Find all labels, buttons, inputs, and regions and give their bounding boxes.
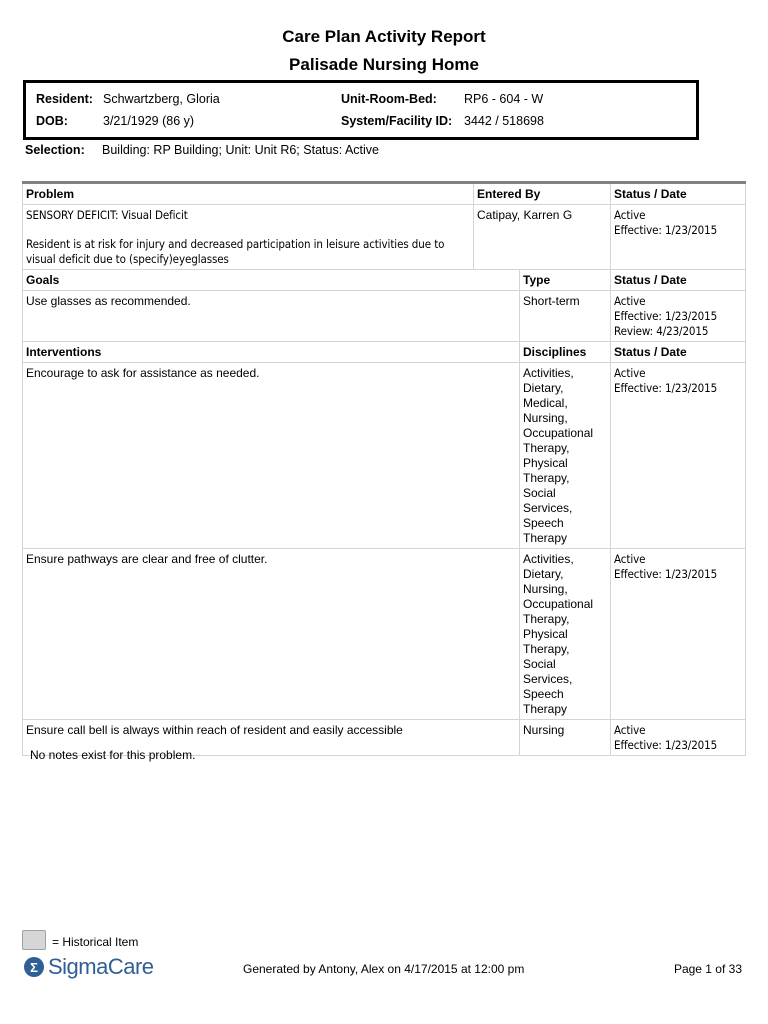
discipline-item: Occupational (523, 426, 594, 440)
disciplines-header: Disciplines (520, 342, 611, 363)
discipline-item: Occupational (523, 597, 594, 611)
discipline-item: Therapy (523, 531, 568, 545)
problem-header-row (23, 183, 746, 205)
intervention-effective: Effective: 1/23/2015 (614, 567, 718, 581)
goal-row (23, 291, 746, 342)
discipline-item: Activities, (523, 552, 574, 566)
goal-type-header: Type (520, 270, 611, 291)
unit-room-bed-value: RP6 - 604 - W (464, 92, 544, 106)
system-facility-value: 3442 / 518698 (464, 114, 544, 128)
selection-label: Selection: (25, 143, 85, 157)
goal-status: Active (614, 294, 646, 308)
resident-info-box (23, 80, 699, 140)
discipline-item: Activities, (523, 366, 574, 380)
intervention-status-header: Status / Date (611, 342, 746, 363)
goal-status-header: Status / Date (611, 270, 746, 291)
problem-header: Problem (23, 183, 474, 205)
dob-value: 3/21/1929 (86 y) (103, 114, 195, 128)
goal-type: Short-term (520, 291, 611, 342)
interventions-header: Interventions (23, 342, 520, 363)
problem-status-header: Status / Date (611, 183, 746, 205)
care-plan-table (22, 181, 746, 756)
historical-item-swatch (22, 930, 46, 950)
page-number: Page 1 of 33 (673, 962, 742, 976)
logo-text: SigmaCare (48, 954, 154, 979)
resident-name: Schwartzberg, Gloria (103, 92, 220, 106)
discipline-item: Nursing, (523, 411, 568, 425)
problem-cell (23, 205, 474, 270)
interventions-header-row (23, 342, 746, 363)
goals-header: Goals (23, 270, 520, 291)
discipline-item: Medical, (523, 396, 568, 410)
goal-status-cell (611, 291, 746, 342)
discipline-item: Physical (523, 456, 568, 470)
sigmacare-logo (24, 953, 154, 981)
dob-label: DOB: (36, 114, 68, 128)
intervention-status-cell (611, 549, 746, 720)
discipline-item: Nursing, (523, 582, 568, 596)
resident-label: Resident: (36, 92, 93, 106)
generated-by-text: Generated by Antony, Alex on 4/17/2015 at 12:00 pm (243, 962, 525, 976)
discipline-item: Therapy, (523, 642, 570, 656)
intervention-row (23, 363, 746, 549)
intervention-disciplines (520, 720, 611, 756)
intervention-disciplines (520, 549, 611, 720)
intervention-effective: Effective: 1/23/2015 (614, 381, 718, 395)
notes-text: No notes exist for this problem. (30, 748, 196, 762)
intervention-status: Active (614, 552, 646, 566)
discipline-item: Therapy, (523, 441, 570, 455)
problem-text: Resident is at risk for injury and decreased participation in leisure activities due to visual deficit due to (specify)eyeglasses (26, 237, 445, 266)
goal-text: Use glasses as recommended. (23, 291, 520, 342)
discipline-item: Dietary, (523, 381, 564, 395)
intervention-disciplines (520, 363, 611, 549)
intervention-row (23, 549, 746, 720)
discipline-item: Nursing (523, 723, 565, 737)
problem-row (23, 205, 746, 270)
intervention-text: Encourage to ask for assistance as needed. (23, 363, 520, 549)
report-title: Care Plan Activity Report (282, 27, 486, 46)
discipline-item: Speech (523, 687, 564, 701)
system-facility-label: System/Facility ID: (341, 114, 453, 128)
problem-status: Active (614, 208, 646, 222)
discipline-item: Therapy (523, 702, 568, 716)
discipline-item: Physical (523, 627, 568, 641)
discipline-item: Social (523, 657, 556, 671)
goals-header-row (23, 270, 746, 291)
intervention-effective: Effective: 1/23/2015 (614, 738, 718, 752)
unit-room-bed-label: Unit-Room-Bed: (341, 92, 437, 106)
facility-name: Palisade Nursing Home (289, 55, 479, 74)
discipline-item: Services, (523, 672, 573, 686)
intervention-status-cell (611, 363, 746, 549)
intervention-status: Active (614, 723, 646, 737)
goal-review: Review: 4/23/2015 (614, 324, 709, 338)
intervention-text: Ensure call bell is always within reach of resident and easily accessible (23, 720, 520, 756)
discipline-item: Services, (523, 501, 573, 515)
discipline-item: Social (523, 486, 556, 500)
problem-status-cell (611, 205, 746, 270)
discipline-item: Therapy, (523, 612, 570, 626)
intervention-status-cell (611, 720, 746, 756)
discipline-item: Dietary, (523, 567, 564, 581)
intervention-status: Active (614, 366, 646, 380)
entered-by-header: Entered By (474, 183, 611, 205)
discipline-item: Therapy, (523, 471, 570, 485)
entered-by-value: Catipay, Karren G (474, 205, 611, 270)
problem-title: SENSORY DEFICIT: Visual Deficit (26, 208, 188, 222)
goal-effective: Effective: 1/23/2015 (614, 309, 718, 323)
discipline-item: Speech (523, 516, 564, 530)
selection-value: Building: RP Building; Unit: Unit R6; Status: Active (102, 143, 379, 157)
historical-item-legend: = Historical Item (52, 935, 139, 949)
sigma-icon: Σ (24, 957, 44, 977)
intervention-text: Ensure pathways are clear and free of clutter. (23, 549, 520, 720)
problem-effective: Effective: 1/23/2015 (614, 223, 718, 237)
